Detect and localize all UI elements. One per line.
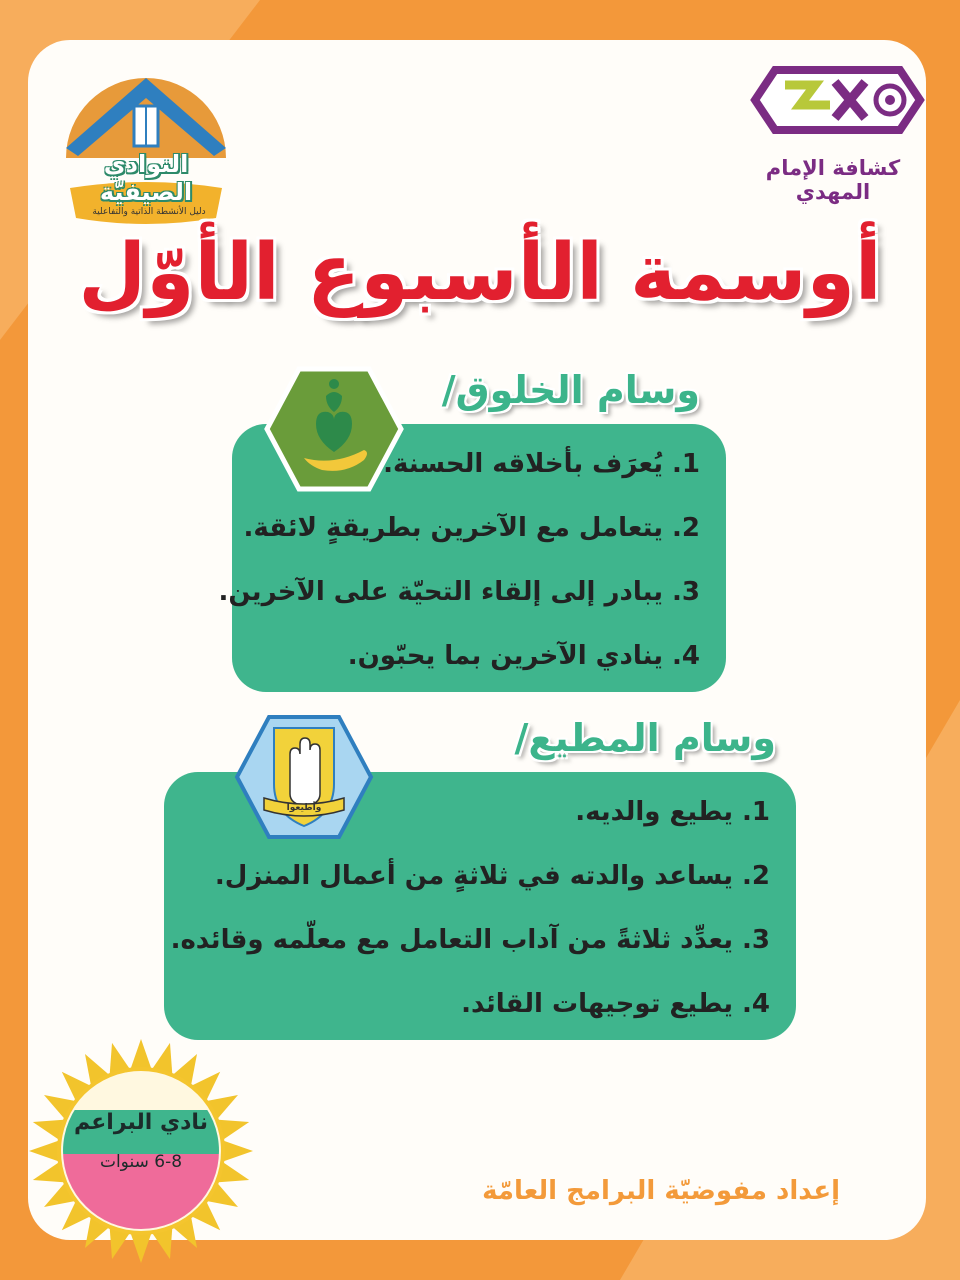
- summer-clubs-subtitle: دليل الأنشطة الذاتية والتفاعلية: [92, 207, 206, 217]
- sun-ray: [29, 1140, 60, 1161]
- page-title: أوسمة الأسبوع الأوّل: [78, 228, 882, 318]
- list-item: 3. يعدِّد ثلاثةً من آداب التعامل مع معلّمه وقائده.: [170, 925, 770, 955]
- list-item: 4. ينادي الآخرين بما يحبّون.: [347, 641, 700, 671]
- badge-2-heading: وسام المطيع/: [514, 716, 776, 760]
- list-item: 3. يبادر إلى إلقاء التحيّة على الآخرين.: [218, 577, 700, 607]
- summer-clubs-title: النوادي الصيفيّة: [99, 150, 193, 206]
- list-item: 4. يطيع توجيهات القائد.: [461, 989, 770, 1019]
- list-item: 2. يساعد والدته في ثلاثةٍ من أعمال المنزل.: [214, 861, 770, 891]
- club-name: نادي البراعم: [74, 1110, 208, 1135]
- list-item: 2. يتعامل مع الآخرين بطريقةٍ لائقة.: [243, 513, 700, 543]
- badge-1-list: [218, 432, 700, 688]
- sun-ray: [222, 1140, 253, 1161]
- scout-name: كشافة الإمام المهدي: [765, 156, 901, 204]
- list-item: 1. يطيع والديه.: [575, 797, 770, 827]
- badge-1-heading: وسام الخلوق/: [441, 368, 700, 412]
- credit-text: إعداد مفوضيّة البرامج العامّة: [482, 1176, 840, 1206]
- sun-badge-icon: [26, 1036, 256, 1266]
- club-age: 6-8 سنوات: [99, 1152, 183, 1172]
- emblem-text: وأطيعوا: [286, 803, 322, 813]
- badge-2-list: [170, 780, 770, 1036]
- list-item: 1. يُعرَف بأخلاقه الحسنة.: [383, 449, 700, 479]
- sun-ray: [130, 1039, 151, 1070]
- sun-ray: [130, 1232, 151, 1263]
